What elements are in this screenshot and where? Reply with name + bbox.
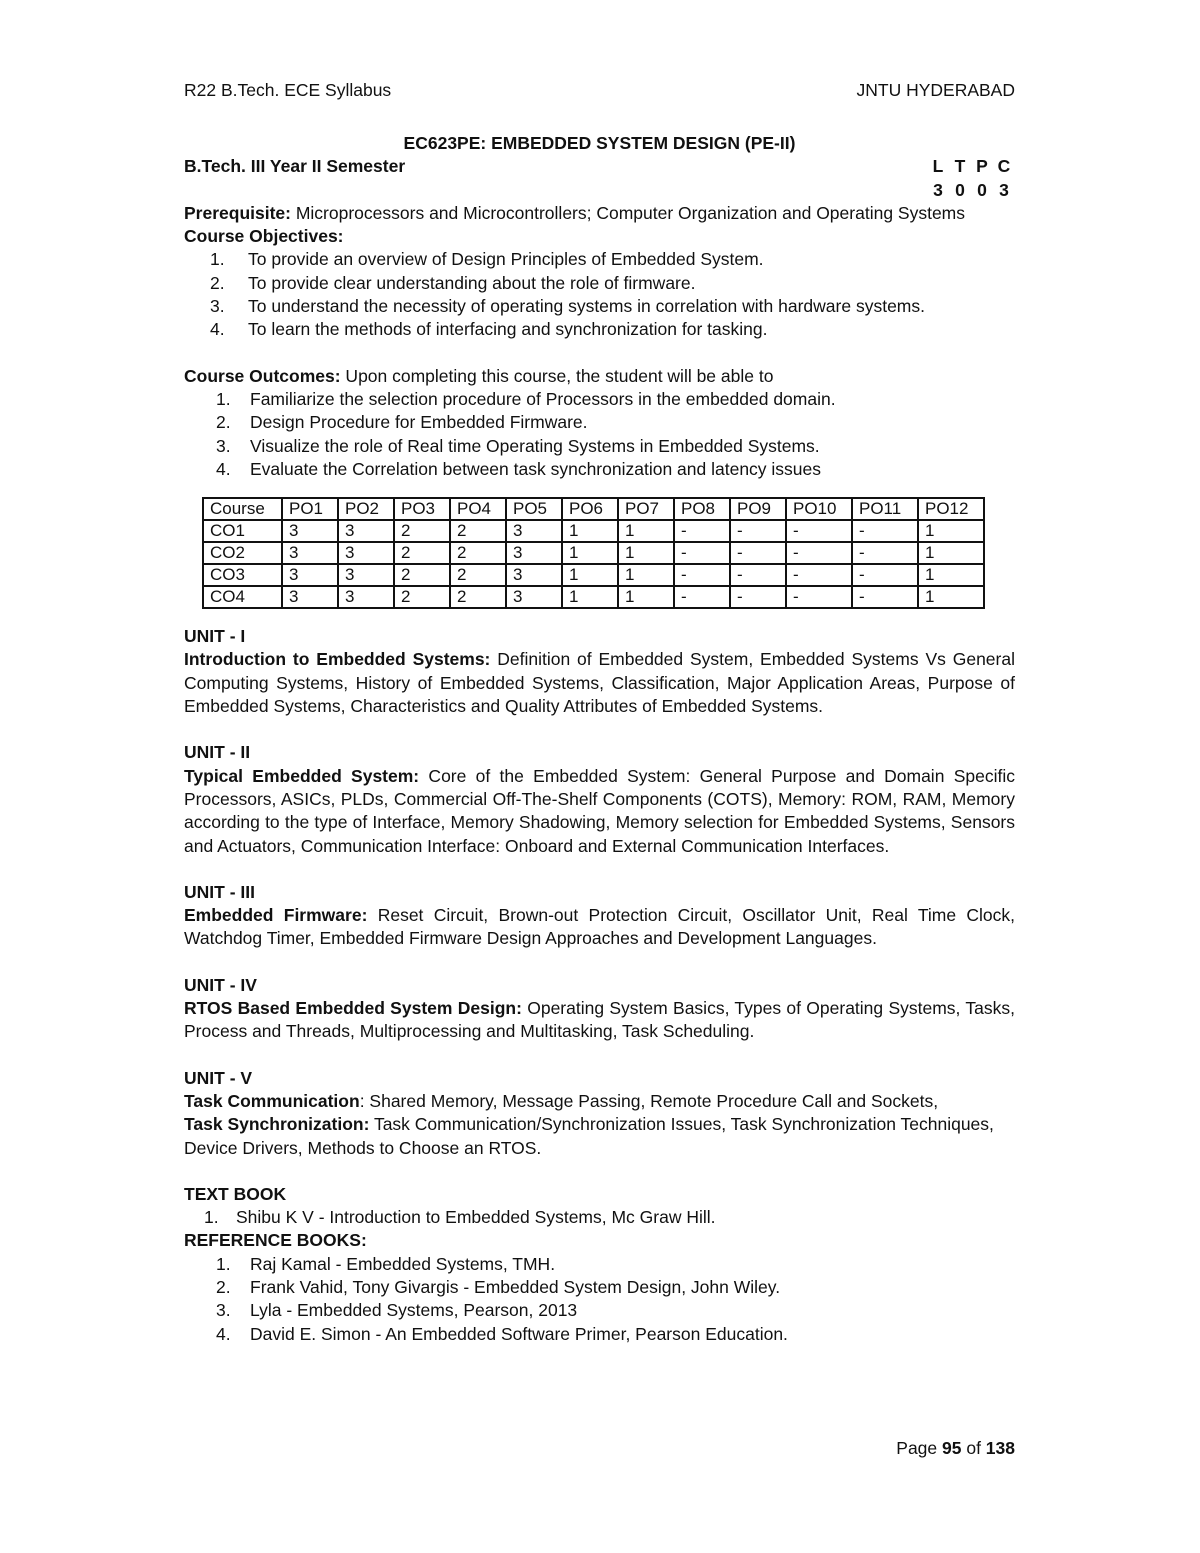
table-cell: 2 <box>394 564 450 586</box>
table-cell: PO2 <box>338 498 394 520</box>
table-cell: 2 <box>450 542 506 564</box>
ltpc-values <box>927 179 1015 202</box>
table-cell: CO2 <box>203 542 282 564</box>
page-content <box>184 132 1015 1346</box>
unit-label: UNIT - I <box>184 626 246 647</box>
table-row <box>203 520 984 542</box>
ltpc-labels <box>927 155 1015 178</box>
table-cell: 3 <box>338 586 394 608</box>
table-cell: 1 <box>918 586 984 608</box>
outcome-item: 1. Familiarize the selection procedure of Processors in the embedded domain. <box>216 388 836 409</box>
unit-label: UNIT - III <box>184 881 255 902</box>
unit-label: UNIT - IV <box>184 974 257 995</box>
table-cell: 2 <box>394 520 450 542</box>
reference-book-item: 4. David E. Simon - An Embedded Software Primer, Pearson Education. <box>216 1323 788 1344</box>
table-cell: 3 <box>506 520 562 542</box>
semester-label: B.Tech. III Year II Semester <box>184 156 406 177</box>
footer-page-word: Page <box>896 1438 942 1458</box>
ltpc-l-value: 3 <box>933 179 943 200</box>
unit-topic: Typical Embedded System: <box>184 765 420 786</box>
table-cell: PO8 <box>674 498 730 520</box>
table-cell: PO9 <box>730 498 786 520</box>
table-cell: - <box>730 586 786 608</box>
table-cell: 3 <box>282 520 338 542</box>
unit-text: : Shared Memory, Message Passing, Remote Procedure Call and Sockets, <box>359 1090 939 1111</box>
prerequisite-label: Prerequisite: <box>184 202 291 223</box>
table-cell: - <box>786 586 852 608</box>
objectives-heading: Course Objectives: <box>184 226 344 247</box>
table-cell: - <box>852 542 918 564</box>
reference-book-item: 1. Raj Kamal - Embedded Systems, TMH. <box>216 1253 556 1274</box>
prerequisite-text: Microprocessors and Microcontrollers; Computer Organization and Operating Systems <box>290 202 966 223</box>
unit-topic: Introduction to Embedded Systems: <box>184 649 491 670</box>
objectives-list <box>184 248 1015 341</box>
table-cell: 1 <box>618 520 674 542</box>
objective-item: 2. To provide clear understanding about the role of firmware. <box>210 272 696 293</box>
table-row <box>203 542 984 564</box>
co-po-mapping-table <box>202 497 985 609</box>
unit-text: Core of the Embedded System: General Purpose and Domain Specific Processors, ASICs, PLDs, Commercial Off-The-Shelf Components (COTS), Memory: ROM, RAM, Memory according to the type of Interface, Memory Shadowing, Memory selection for Embedded Systems, Sensors and Actuators, Communication Interface: Onboard and External Communication Interfaces. <box>184 765 1015 856</box>
syllabus-page <box>184 0 1015 1553</box>
table-row <box>203 586 984 608</box>
table-cell: CO3 <box>203 564 282 586</box>
table-cell: 3 <box>506 542 562 564</box>
ltpc-l: L <box>932 156 944 177</box>
prerequisite <box>184 202 1015 225</box>
table-cell: PO10 <box>786 498 852 520</box>
header-left: R22 B.Tech. ECE Syllabus <box>184 80 392 100</box>
table-cell: 3 <box>282 564 338 586</box>
ltpc-c: C <box>997 156 1011 177</box>
table-cell: 1 <box>562 564 618 586</box>
table-cell: - <box>674 586 730 608</box>
header-right: JNTU HYDERABAD <box>856 80 1015 100</box>
table-cell: PO3 <box>394 498 450 520</box>
table-cell: - <box>852 564 918 586</box>
outcomes-intro-text: Upon completing this course, the student will be able to <box>340 365 774 386</box>
table-cell: - <box>730 520 786 542</box>
table-cell: PO6 <box>562 498 618 520</box>
table-cell: 2 <box>450 520 506 542</box>
table-cell: PO11 <box>852 498 918 520</box>
table-cell: 2 <box>450 586 506 608</box>
units-section <box>184 625 1015 1183</box>
outcomes-intro <box>184 365 1015 388</box>
table-cell: - <box>674 564 730 586</box>
table-cell: CO1 <box>203 520 282 542</box>
table-cell: PO7 <box>618 498 674 520</box>
table-cell: - <box>852 586 918 608</box>
unit-text: Task Communication/Synchronization Issues, Task Synchronization Techniques, Device Drivers, Methods to Choose an RTOS. <box>184 1114 994 1158</box>
objective-item: 4. To learn the methods of interfacing and synchronization for tasking. <box>210 319 768 340</box>
table-cell: 3 <box>282 586 338 608</box>
table-cell: - <box>674 542 730 564</box>
objective-item: 3. To understand the necessity of operating systems in correlation with hardware systems. <box>210 296 925 317</box>
table-cell: - <box>730 564 786 586</box>
unit-text: Reset Circuit, Brown-out Protection Circuit, Oscillator Unit, Real Time Clock, Watchdog Timer, Embedded Firmware Design Approaches and Development Languages. <box>184 905 1015 949</box>
table-cell: 1 <box>618 586 674 608</box>
table-cell: PO4 <box>450 498 506 520</box>
table-cell: 1 <box>918 542 984 564</box>
objective-item: 1. To provide an overview of Design Principles of Embedded System. <box>210 249 764 270</box>
unit-topic: Embedded Firmware: <box>184 905 368 926</box>
outcome-item: 2. Design Procedure for Embedded Firmware. <box>216 412 588 433</box>
ltpc-values-row <box>184 179 1015 202</box>
text-book-list <box>184 1206 1015 1229</box>
course-title: EC623PE: EMBEDDED SYSTEM DESIGN (PE-II) <box>403 133 796 153</box>
unit-description <box>184 1090 1015 1113</box>
page-header <box>184 80 1015 102</box>
table-cell: 1 <box>618 542 674 564</box>
table-cell: 1 <box>562 520 618 542</box>
table-cell: 2 <box>394 542 450 564</box>
table-cell: 1 <box>618 564 674 586</box>
unit-description <box>184 904 1015 951</box>
semester-row <box>184 155 1015 178</box>
ltpc-p-value: 0 <box>977 179 987 200</box>
table-cell: - <box>852 520 918 542</box>
table-cell: PO5 <box>506 498 562 520</box>
unit-label: UNIT - V <box>184 1067 253 1088</box>
unit-description <box>184 997 1015 1044</box>
unit-description <box>184 648 1015 718</box>
table-cell: 1 <box>918 520 984 542</box>
table-cell: 3 <box>506 564 562 586</box>
ltpc-p: P <box>976 156 988 177</box>
table-cell: PO12 <box>918 498 984 520</box>
text-book-item: 1. Shibu K V - Introduction to Embedded Systems, Mc Graw Hill. <box>204 1207 716 1228</box>
reference-book-item: 3. Lyla - Embedded Systems, Pearson, 2013 <box>216 1300 578 1321</box>
table-cell: - <box>674 520 730 542</box>
unit-text: Operating System Basics, Types of Operating Systems, Tasks, Process and Threads, Multiprocessing and Multitasking, Task Scheduling. <box>184 998 1015 1042</box>
table-cell: 3 <box>338 542 394 564</box>
table-cell: Course <box>203 498 282 520</box>
reference-book-item: 2. Frank Vahid, Tony Givargis - Embedded System Design, John Wiley. <box>216 1276 781 1297</box>
unit-topic: Task Synchronization: <box>184 1114 370 1135</box>
ltpc-c-value: 3 <box>999 179 1009 200</box>
ltpc-t-value: 0 <box>955 179 965 200</box>
unit-description <box>184 1113 1015 1160</box>
table-cell: - <box>786 564 852 586</box>
table-cell: 3 <box>506 586 562 608</box>
outcome-item: 4. Evaluate the Correlation between task synchronization and latency issues <box>216 458 822 479</box>
table-cell: PO1 <box>282 498 338 520</box>
table-cell: - <box>730 542 786 564</box>
footer-of-word: of <box>961 1438 986 1458</box>
table-cell: 3 <box>338 520 394 542</box>
table-header-row <box>203 498 984 520</box>
ltpc-t: T <box>954 156 966 177</box>
unit-topic: RTOS Based Embedded System Design: <box>184 998 522 1019</box>
outcomes-list <box>184 388 1015 481</box>
outcomes-heading: Course Outcomes: <box>184 365 341 386</box>
table-cell: 1 <box>918 564 984 586</box>
reference-books-heading: REFERENCE BOOKS: <box>184 1230 367 1251</box>
table-cell: CO4 <box>203 586 282 608</box>
table-cell: 3 <box>282 542 338 564</box>
footer-page-total: 138 <box>985 1438 1015 1458</box>
reference-books-list <box>184 1253 1015 1346</box>
text-book-heading: TEXT BOOK <box>184 1183 287 1204</box>
unit-text: Definition of Embedded System, Embedded Systems Vs General Computing Systems, History of Embedded Systems, Classification, Major Application Areas, Purpose of Embedded Systems, Characteristics and Quality Attributes of Embedded Systems. <box>184 649 1015 717</box>
table-cell: 1 <box>562 542 618 564</box>
table-cell: 2 <box>450 564 506 586</box>
table-cell: - <box>786 520 852 542</box>
unit-description <box>184 765 1015 858</box>
footer-page-number: 95 <box>942 1438 962 1458</box>
table-cell: 3 <box>338 564 394 586</box>
unit-topic: Task Communication <box>184 1090 360 1111</box>
table-cell: 1 <box>562 586 618 608</box>
outcome-item: 3. Visualize the role of Real time Operating Systems in Embedded Systems. <box>216 435 820 456</box>
table-row <box>203 564 984 586</box>
page-footer <box>896 1438 1015 1459</box>
table-cell: 2 <box>394 586 450 608</box>
table-cell: - <box>786 542 852 564</box>
unit-label: UNIT - II <box>184 742 251 763</box>
